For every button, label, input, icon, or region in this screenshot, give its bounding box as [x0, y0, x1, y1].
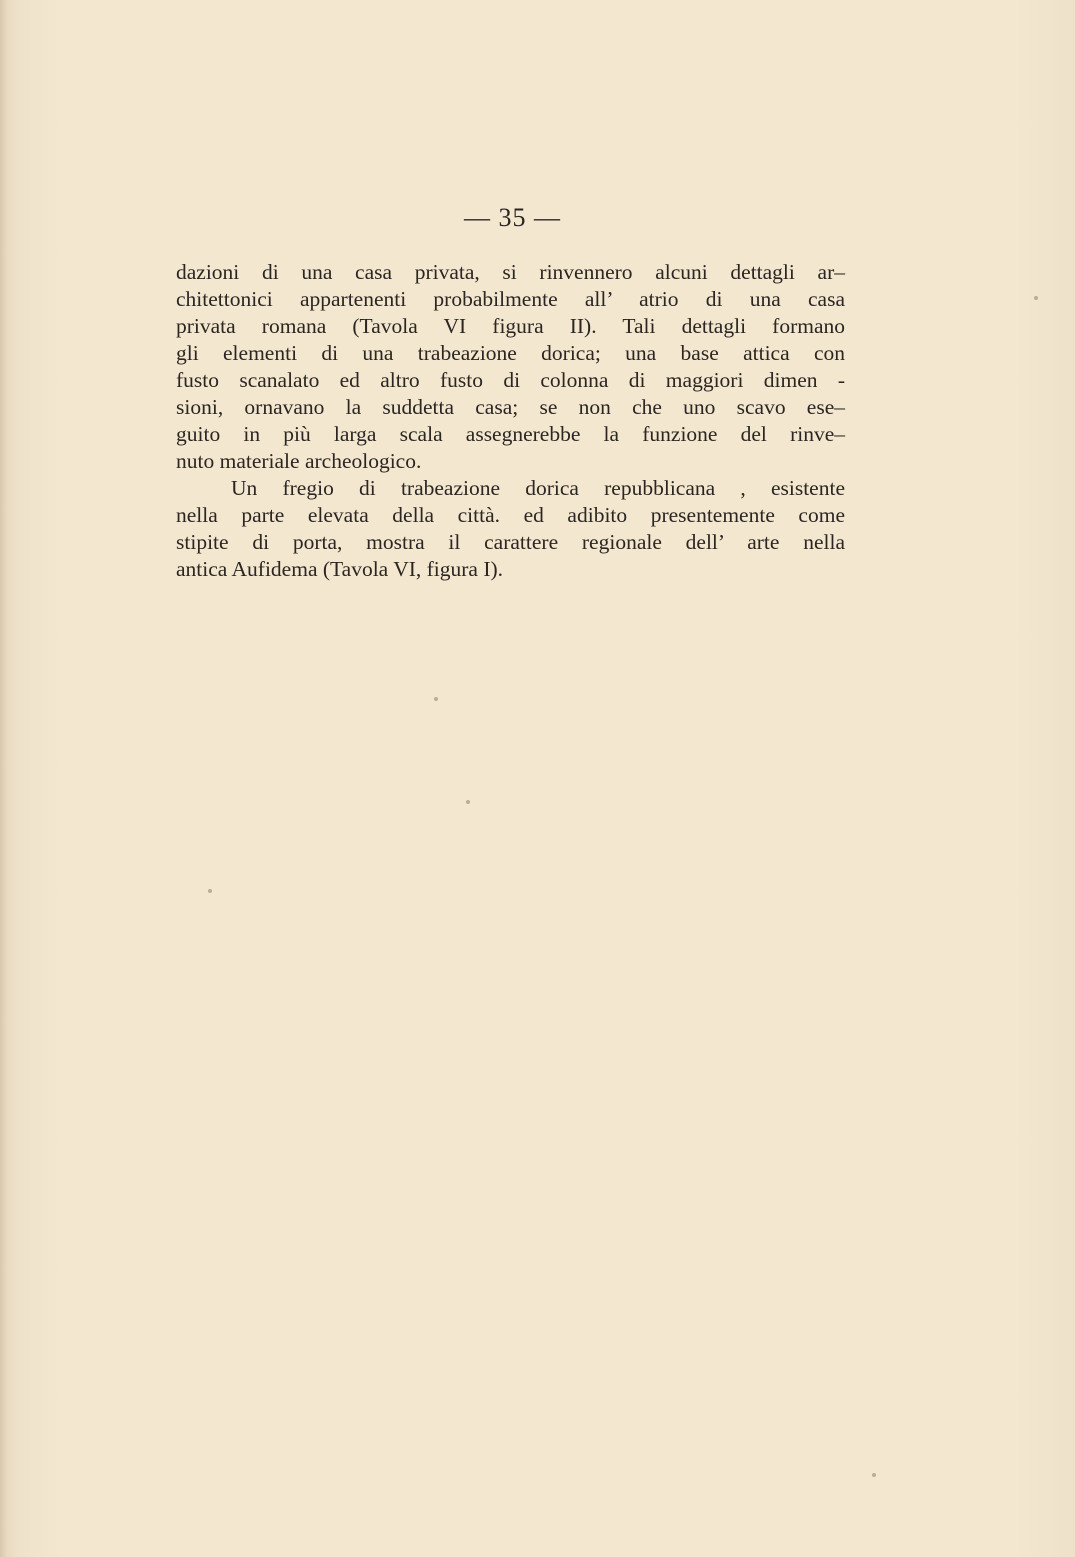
- text-line: dazioni di una casa privata, si rinvennero alcuni dettagli ar–: [176, 260, 845, 284]
- paper-speck: [1034, 296, 1038, 300]
- text-line: antica Aufidema (Tavola VI, figura I).: [176, 557, 504, 581]
- text-line: privata romana (Tavola VI figura II). Tali dettagli formano: [176, 314, 845, 338]
- paper-speck: [434, 697, 438, 701]
- text-line: nella parte elevata della città. ed adibito presentemente come: [176, 503, 845, 527]
- page-edge-shadow: [0, 0, 8, 1557]
- page-number: — 35 —: [464, 203, 561, 232]
- body-text: [176, 259, 845, 583]
- paper-speck: [872, 1473, 876, 1477]
- text-line: gli elementi di una trabeazione dorica; una base attica con: [176, 341, 845, 365]
- text-line: nuto materiale archeologico.: [176, 449, 422, 473]
- paper-speck: [208, 889, 212, 893]
- text-line: guito in più larga scala assegnerebbe la funzione del rinve–: [176, 422, 845, 446]
- text-line: sioni, ornavano la suddetta casa; se non che uno scavo ese–: [176, 395, 845, 419]
- text-line: Un fregio di trabeazione dorica repubblicana , esistente: [231, 476, 845, 500]
- paper-speck: [466, 800, 470, 804]
- text-line: chitettonici appartenenti probabilmente all’ atrio di una casa: [176, 287, 845, 311]
- text-line: fusto scanalato ed altro fusto di colonna di maggiori dimen -: [176, 368, 845, 392]
- text-line: stipite di porta, mostra il carattere regionale dell’ arte nella: [176, 530, 845, 554]
